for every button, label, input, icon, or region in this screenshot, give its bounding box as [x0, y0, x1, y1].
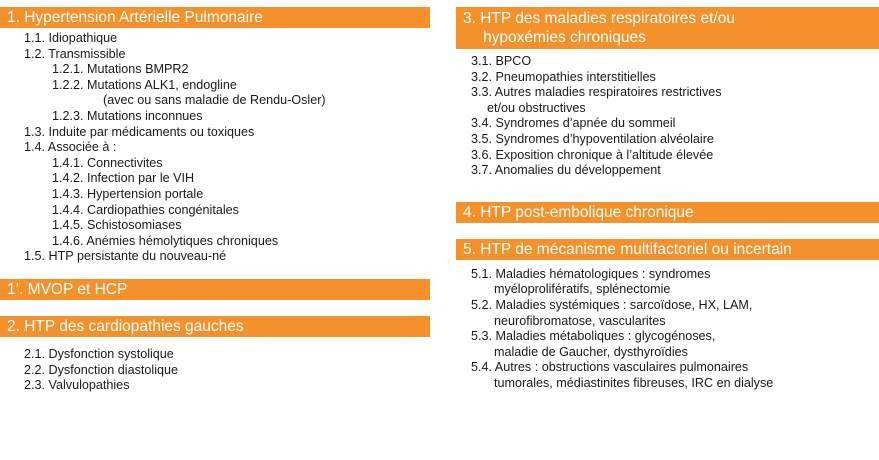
list-item: 3.4. Syndromes d’apnée du sommeil: [471, 116, 676, 131]
list-item: 1.2.2. Mutations ALK1, endogline: [52, 77, 237, 92]
section-5-list: [456, 267, 879, 392]
section-1p-header: 1’. MVOP et HCP: [0, 279, 430, 300]
list-item: 1.1. Idiopathique: [24, 31, 118, 45]
section-3-list: [456, 54, 879, 179]
section-3-title-line-1: 3. HTP des maladies respiratoires et/ou: [463, 10, 735, 27]
list-item: 5.3. Maladies métaboliques : glycogénoses,: [471, 329, 716, 344]
list-item: maladie de Gaucher, dysthyroïdies: [494, 344, 688, 359]
list-item: 2.1. Dysfonction systolique: [24, 346, 174, 361]
section-3-title-line-2: hypoxémies chroniques: [483, 29, 646, 46]
list-item: 1.4.5. Schistosomiases: [52, 218, 182, 233]
section-1-list: [0, 31, 430, 265]
right-column: [456, 0, 879, 392]
list-item: neurofibromatose, vascularites: [494, 313, 666, 328]
section-2-list: [0, 347, 430, 394]
list-item: 1.4.2. Infection par le VIH: [52, 171, 195, 186]
list-item: 2.3. Valvulopathies: [24, 378, 130, 393]
list-item: tumorales, médiastinites fibreuses, IRC en dialyse: [494, 375, 774, 390]
list-item: 1.4.4. Cardiopathies congénitales: [52, 202, 239, 217]
list-item: 5.1. Maladies hématologiques : syndromes: [471, 266, 711, 281]
section-1-header: 1. Hypertension Artérielle Pulmonaire: [0, 7, 430, 28]
list-item: 3.2. Pneumopathies interstitielles: [471, 69, 656, 84]
section-2-header: 2. HTP des cardiopathies gauches: [0, 316, 430, 337]
section-5-header: 5. HTP de mécanisme multifactoriel ou incertain: [456, 239, 879, 260]
list-item: 1.4.3. Hypertension portale: [52, 186, 204, 201]
list-item: et/ou obstructives: [487, 100, 586, 115]
list-item: 5.2. Maladies systémiques : sarcoïdose, HX, LAM,: [471, 297, 753, 312]
section-4-header: 4. HTP post-embolique chronique: [456, 202, 879, 223]
list-item: 5.4. Autres : obstructions vasculaires pulmonaires: [471, 360, 749, 375]
list-item: 3.6. Exposition chronique à l’altitude élevée: [471, 147, 714, 162]
list-item: 1.4. Associée à :: [24, 140, 117, 155]
list-item: 3.7. Anomalies du développement: [471, 163, 661, 178]
list-item: 1.3. Induite par médicaments ou toxiques: [24, 124, 255, 139]
list-item: 3.5. Syndromes d’hypoventilation alvéolaire: [471, 131, 714, 146]
list-item: 1.2.1. Mutations BMPR2: [52, 62, 189, 77]
list-item: 2.2. Dysfonction diastolique: [24, 362, 179, 377]
list-item: 3.3. Autres maladies respiratoires restrictives: [471, 85, 722, 100]
list-item: 1.2.3. Mutations inconnues: [52, 108, 203, 123]
list-item: (avec ou sans maladie de Rendu-Osler): [103, 93, 326, 108]
list-item: 3.1. BPCO: [471, 54, 532, 68]
list-item: 1.5. HTP persistante du nouveau-né: [24, 249, 227, 264]
section-3-header: [456, 7, 879, 49]
list-item: 1.4.6. Anémies hémolytiques chroniques: [52, 233, 279, 248]
left-column: [0, 0, 430, 394]
list-item: 1.4.1. Connectivites: [52, 155, 163, 170]
list-item: 1.2. Transmissible: [24, 46, 126, 61]
list-item: myéloprolifératifs, splénectomie: [494, 282, 671, 297]
